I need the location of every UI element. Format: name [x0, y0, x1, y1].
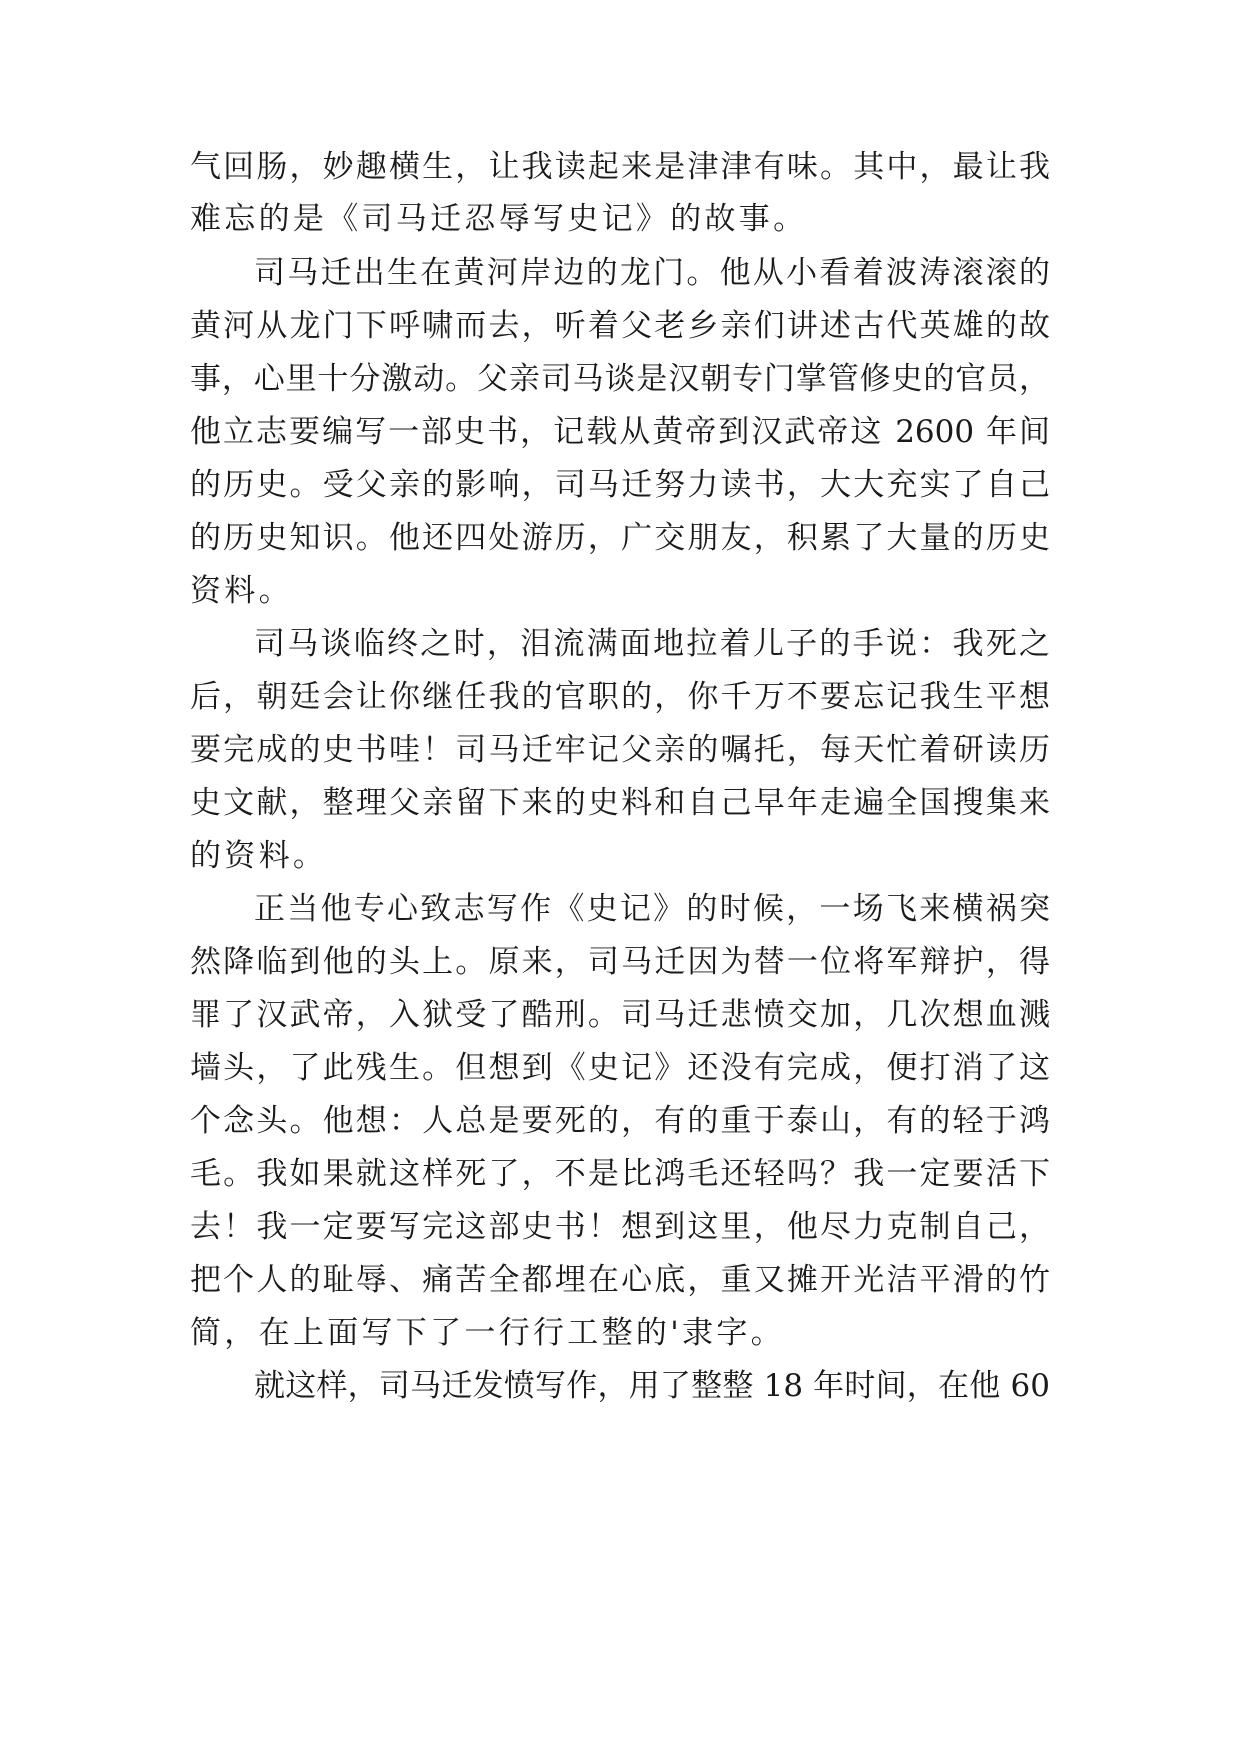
text-line: 难忘的是《司马迁忍辱写史记》的故事。 — [190, 201, 808, 237]
text-line: 的资料。 — [190, 838, 328, 874]
text-line: 黄河从龙门下呼啸而去，听着父老乡亲们讲述古代英雄的故 — [190, 308, 1050, 344]
text-line: 的历史。受父亲的影响，司马迁努力读书，大大充实了自己 — [190, 467, 1050, 503]
text-line: 个念头。他想：人总是要死的，有的重于泰山，有的轻于鸿 — [190, 1103, 1050, 1139]
text-line: 史文献，整理父亲留下来的史料和自己早年走遍全国搜集来 — [190, 785, 1050, 821]
text-line: 简，在上面写下了一行行工整的'隶字。 — [190, 1315, 785, 1351]
text-line: 去！我一定要写完这部史书！想到这里，他尽力克制自己， — [190, 1209, 1050, 1245]
text-line: 正当他专心致志写作《史记》的时候，一场飞来横祸突 — [254, 891, 1050, 927]
text-line: 后，朝廷会让你继任我的官职的，你千万不要忘记我生平想 — [190, 679, 1050, 715]
text-line: 事，心里十分激动。父亲司马谈是汉朝专门掌管修史的官员， — [190, 361, 1050, 397]
text-line: 资料。 — [190, 573, 293, 609]
text-line: 要完成的史书哇！司马迁牢记父亲的嘱托，每天忙着研读历 — [190, 732, 1050, 768]
text-line: 的历史知识。他还四处游历，广交朋友，积累了大量的历史 — [190, 520, 1050, 556]
text-line: 气回肠，妙趣横生，让我读起来是津津有味。其中，最让我 — [190, 149, 1050, 185]
text-line: 他立志要编写一部史书，记载从黄帝到汉武帝这 2600 年间 — [190, 414, 1050, 450]
text-line: 然降临到他的头上。原来，司马迁因为替一位将军辩护，得 — [190, 944, 1050, 980]
text-line: 把个人的耻辱、痛苦全都埋在心底，重又摊开光洁平滑的竹 — [190, 1262, 1050, 1298]
text-line: 司马谈临终之时，泪流满面地拉着儿子的手说：我死之 — [254, 626, 1050, 662]
text-line: 就这样，司马迁发愤写作，用了整整 18 年时间，在他 60 — [254, 1368, 1050, 1404]
text-line: 墙头，了此残生。但想到《史记》还没有完成，便打消了这 — [190, 1050, 1050, 1086]
text-line: 毛。我如果就这样死了，不是比鸿毛还轻吗？我一定要活下 — [190, 1156, 1050, 1192]
text-line: 罪了汉武帝，入狱受了酷刑。司马迁悲愤交加，几次想血溅 — [190, 997, 1050, 1033]
text-line: 司马迁出生在黄河岸边的龙门。他从小看着波涛滚滚的 — [254, 255, 1050, 291]
